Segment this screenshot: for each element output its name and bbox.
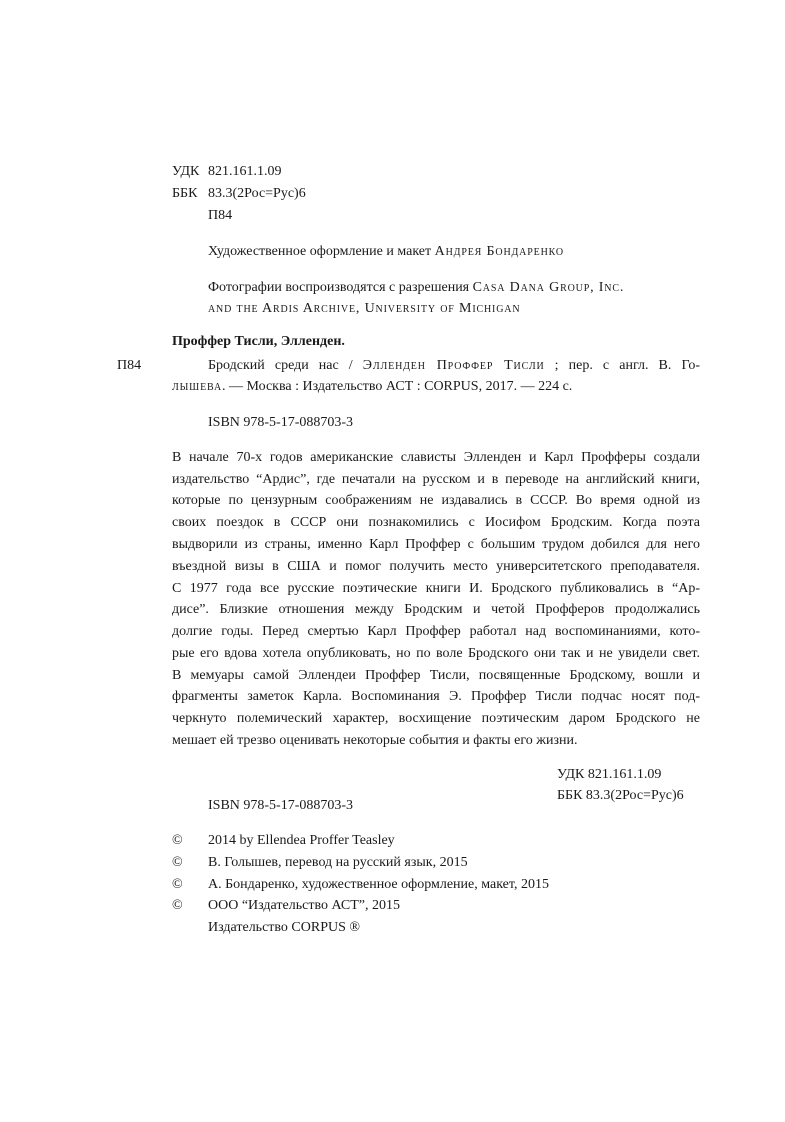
bbk-label: ББК xyxy=(172,186,198,201)
bottom-udk: УДК 821.161.1.09 xyxy=(557,767,662,782)
bibliographic-line-2 xyxy=(172,378,572,396)
copyright-symbol: © xyxy=(172,877,183,892)
bbk-value: 83.3(2Рос=Рус)6 xyxy=(208,186,306,201)
annotation-line: В мемуары самой Эллендеи Проффер Тисли, посвященные Бродскому, вошли и xyxy=(172,668,700,683)
annotation-line: С 1977 года все русские поэтические книги И. Бродского публиковались в “Ар- xyxy=(172,581,700,596)
udk-value: 821.161.1.09 xyxy=(208,164,282,179)
annotation-line: выдворили из страны, именно Карл Проффер с большим трудом добился для него xyxy=(172,537,700,552)
publisher-mark: Издательство CORPUS ® xyxy=(208,920,361,935)
copyright-symbol: © xyxy=(172,833,183,848)
translation-note: ; пер. с англ. В. Го- xyxy=(544,358,700,373)
copyright-text: В. Голышев, перевод на русский язык, 2015 xyxy=(208,855,468,870)
isbn-bottom: ISBN 978-5-17-088703-3 xyxy=(208,798,354,813)
author-name: Элленден Проффер Тисли xyxy=(362,358,545,373)
annotation-line: въездной визы в США и помог получить место университетского преподавателя. xyxy=(172,559,700,574)
publication-info: . — Москва : Издательство АСТ : CORPUS, 2017. — 224 с. xyxy=(222,379,573,394)
annotation-line: В начале 70-х годов американские слависты Элленден и Карл Профферы создали xyxy=(172,450,700,465)
author-mark: П84 xyxy=(208,208,233,223)
annotation-line: дисе”. Близкие отношения между Бродским и четой Профферов продолжались xyxy=(172,602,700,617)
annotation-line: фрагменты заметок Карла. Воспоминания Э. Проффер Тисли подчас носят под- xyxy=(172,689,700,704)
annotation-line: долгие годы. Перед смертью Карл Проффер работал над воспоминаниями, кото- xyxy=(172,624,700,639)
copyright-text: ООО “Издательство АСТ”, 2015 xyxy=(208,898,400,913)
annotation-line: мешает ей трезво оценивать некоторые события и факты его жизни. xyxy=(172,733,578,748)
copyright-symbol: © xyxy=(172,855,183,870)
isbn-top: ISBN 978-5-17-088703-3 xyxy=(208,415,354,430)
annotation-line: своих поездок в СССР они познакомились с Иосифом Бродским. Когда поэта xyxy=(172,515,700,530)
udk-label: УДК xyxy=(172,164,200,179)
bottom-bbk: ББК 83.3(2Рос=Рус)6 xyxy=(557,788,684,803)
annotation-line: издательство “Ардис”, где печатали на русском и в переводе на английский книги, xyxy=(172,472,700,487)
copyright-symbol: © xyxy=(172,898,183,913)
design-credit xyxy=(208,243,564,261)
annotation-line: рые его вдова хотела опубликовать, но по воле Бродского они так и не увидели свет. xyxy=(172,646,700,661)
margin-author-mark: П84 xyxy=(117,358,142,373)
copyright-text: А. Бондаренко, художественное оформление, макет, 2015 xyxy=(208,877,549,892)
translator-name: лышева xyxy=(172,379,223,394)
copyright-text: 2014 by Ellendea Proffer Teasley xyxy=(208,833,395,848)
design-credit-name: Андрея Бондаренко xyxy=(434,244,564,259)
title-text: Бродский среди нас / xyxy=(208,358,363,373)
annotation-line: черкнуто полемический характер, восхищение поэтическим даром Бродского не xyxy=(172,711,700,726)
annotation-line: которые по цензурным соображениям не издавались в СССР. Во время одной из xyxy=(172,493,700,508)
photo-credit-line-2: and the Ardis Archive, University of Michigan xyxy=(208,301,521,316)
bibliographic-heading: Проффер Тисли, Элленден. xyxy=(172,334,345,349)
design-credit-prefix: Художественное оформление и макет xyxy=(208,244,435,259)
photo-credit-line-1 xyxy=(208,279,624,297)
bibliographic-line-1 xyxy=(208,357,700,375)
photo-credit-prefix: Фотографии воспроизводятся с разрешения xyxy=(208,280,473,295)
photo-credit-org: Casa Dana Group, Inc. xyxy=(472,280,625,295)
